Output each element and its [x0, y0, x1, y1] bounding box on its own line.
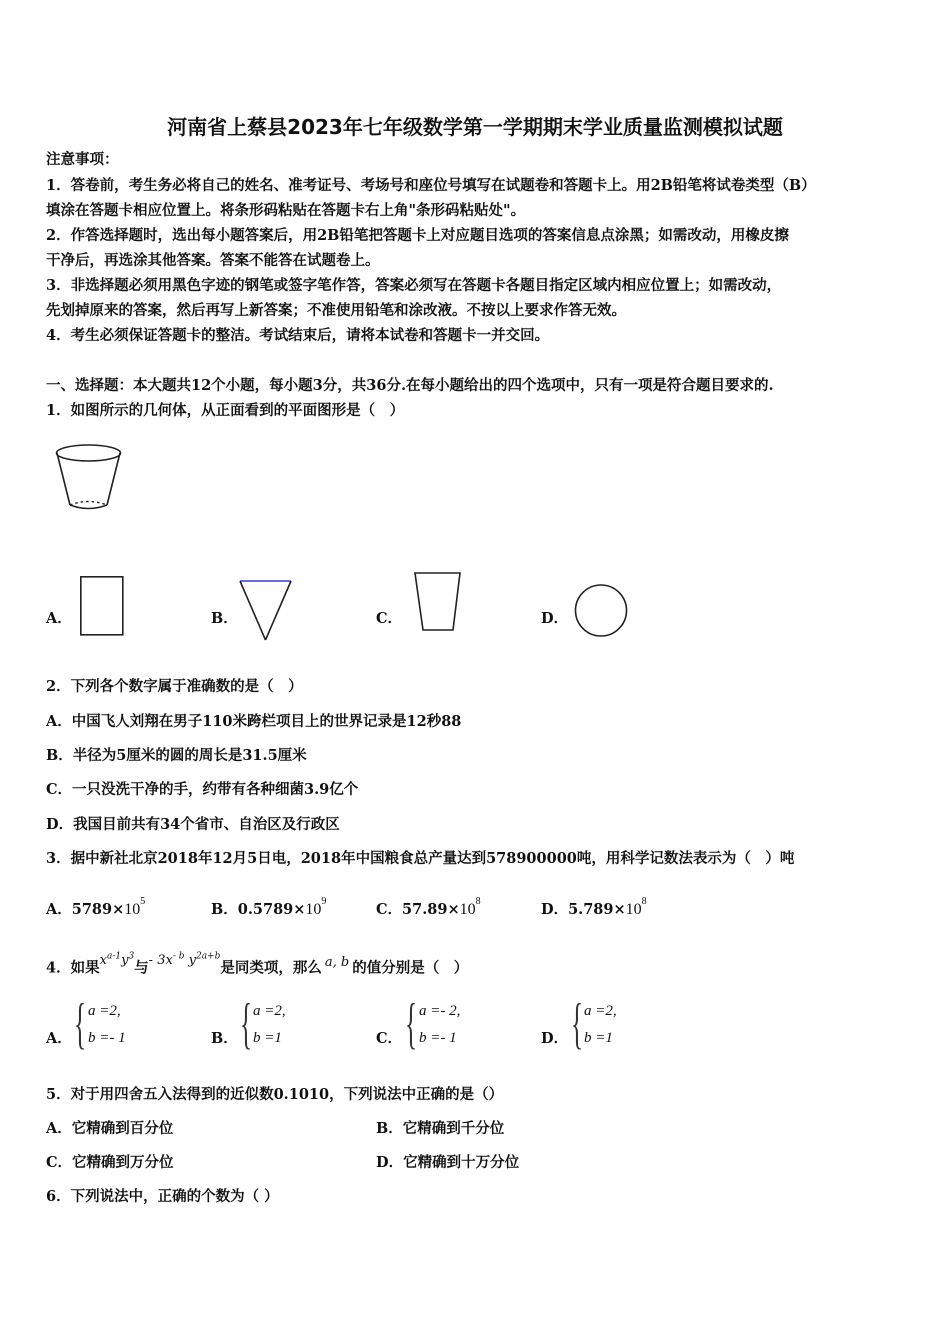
question-4-stem: [46, 952, 469, 979]
question-6-stem: 6．下列说法中，正确的个数为（ ）: [46, 1188, 279, 1205]
q4-stem-suffix: 的值分别是（ ）: [352, 959, 469, 977]
question-1-stem: 1．如图所示的几何体，从正面看到的平面图形是（ ）: [46, 402, 405, 419]
q4-option-b-system: a =2, b =1: [253, 1003, 286, 1046]
q4-option-d-system: a =2, b =1: [584, 1003, 617, 1046]
q4-stem-prefix: 4．如果: [46, 959, 100, 977]
trapezoid-shape: [414, 572, 462, 634]
q5-option-b[interactable]: B．它精确到千分位: [376, 1120, 505, 1137]
q4-option-c-label[interactable]: C．: [376, 1030, 403, 1047]
notice-line: 先划掉原来的答案，然后再写上新答案；不准使用铅笔和涂改液。不按以上要求作答无效。: [46, 302, 626, 319]
circle-shape: [574, 584, 630, 640]
notice-line: 2．作答选择题时，选出每小题答案后，用2B铅笔把答题卡上对应题目选项的答案信息点涂黑；如需改动，用橡皮擦: [46, 227, 789, 244]
q2-option-c[interactable]: C．一只没洗干净的手，约带有各种细菌3.9亿个: [46, 781, 359, 798]
notice-line: 填涂在答题卡相应位置上。将条形码粘贴在答题卡右上角"条形码粘贴处"。: [46, 202, 526, 219]
inverted-triangle-shape: [239, 580, 293, 642]
q1-option-d-label[interactable]: D．: [541, 610, 569, 627]
power-expression: $10^5$: [124, 896, 146, 918]
power-expression: $10^8$: [459, 896, 481, 918]
question-5-stem: 5．对于用四舍五入法得到的近似数0.1010，下列说法中正确的是（）: [46, 1086, 504, 1103]
q4-option-a-label[interactable]: A．: [46, 1030, 72, 1047]
q2-option-a[interactable]: A．中国飞人刘翔在男子110米跨栏项目上的世界记录是12秒88: [46, 713, 462, 730]
notice-line: 1．答卷前，考生务必将自己的姓名、准考证号、考场号和座位号填写在试题卷和答题卡上。用2B铅笔将试卷类型（B）: [46, 177, 816, 194]
q4-option-a-system: a =2, b =- 1: [88, 1003, 126, 1046]
q3-option-c[interactable]: [376, 896, 481, 919]
notice-line: 3．非选择题必须用黑色字迹的钢笔或签字笔作答，答案必须写在答题卡各题目指定区域内相应位置上；如需改动，: [46, 277, 782, 294]
q4-stem-mid2: 是同类项，那么: [220, 959, 322, 977]
notice-heading: 注意事项：: [46, 151, 119, 168]
notice-line: 4．考生必须保证答题卡的整洁。考试结束后，请将本试卷和答题卡一并交回。: [46, 327, 550, 344]
q4-option-c-system: a =- 2, b =- 1: [419, 1003, 461, 1046]
q5-option-c[interactable]: C．它精确到万分位: [46, 1154, 174, 1171]
notice-line: 干净后，再选涂其他答案。答案不能答在试题卷上。: [46, 252, 380, 269]
power-expression: $10^8$: [625, 896, 647, 918]
q3-option-a[interactable]: [46, 896, 145, 919]
q4-stem-mid: 与: [134, 959, 149, 977]
q1-option-c-label[interactable]: C．: [376, 610, 403, 627]
rectangle-shape: [80, 576, 126, 638]
q1-option-b-label[interactable]: B．: [211, 610, 238, 627]
q3-option-c-label: C．57.89×: [376, 901, 460, 918]
q4-option-b-label[interactable]: B．: [211, 1030, 238, 1047]
q4-variables: a, b: [324, 955, 350, 971]
left-brace-icon: {: [74, 993, 87, 1055]
question-2-stem: 2．下列各个数字属于准确数的是（ ）: [46, 678, 303, 695]
q3-option-a-label: A．5789×: [46, 901, 125, 918]
left-brace-icon: {: [240, 993, 253, 1055]
left-brace-icon: {: [405, 993, 418, 1055]
question-3-stem: 3．据中新社北京2018年12月5日电，2018年中国粮食总产量达到578900000吨，用科学记数法表示为（ ）吨: [46, 850, 795, 867]
q3-option-d-label: D．5.789×: [541, 901, 626, 918]
page-title: 河南省上蔡县2023年七年级数学第一学期期末学业质量监测模拟试题: [167, 115, 783, 139]
q5-option-d[interactable]: D．它精确到十万分位: [376, 1154, 520, 1171]
left-brace-icon: {: [571, 993, 584, 1055]
cup-solid-figure: [56, 443, 126, 515]
q1-option-a-label[interactable]: A．: [46, 610, 72, 627]
q3-option-b-label: B．0.5789×: [211, 901, 306, 918]
q2-option-d[interactable]: D．我国目前共有34个省市、自治区及行政区: [46, 816, 340, 833]
q2-option-b[interactable]: B．半径为5厘米的圆的周长是31.5厘米: [46, 747, 307, 764]
q3-option-d[interactable]: [541, 896, 647, 919]
term-2-expression: - $3x^{- b}$ $y^{2a+b}$: [148, 952, 221, 969]
power-expression: $10^9$: [305, 896, 327, 918]
q5-option-a[interactable]: A．它精确到百分位: [46, 1120, 174, 1137]
q4-option-d-label[interactable]: D．: [541, 1030, 569, 1047]
section-heading: 一、选择题：本大题共12个小题，每小题3分，共36分.在每小题给出的四个选项中，只有一项是符合题目要求的.: [46, 377, 774, 394]
q3-option-b[interactable]: [211, 896, 326, 919]
term-1-expression: $x^{a-1}y^3$: [99, 952, 135, 969]
